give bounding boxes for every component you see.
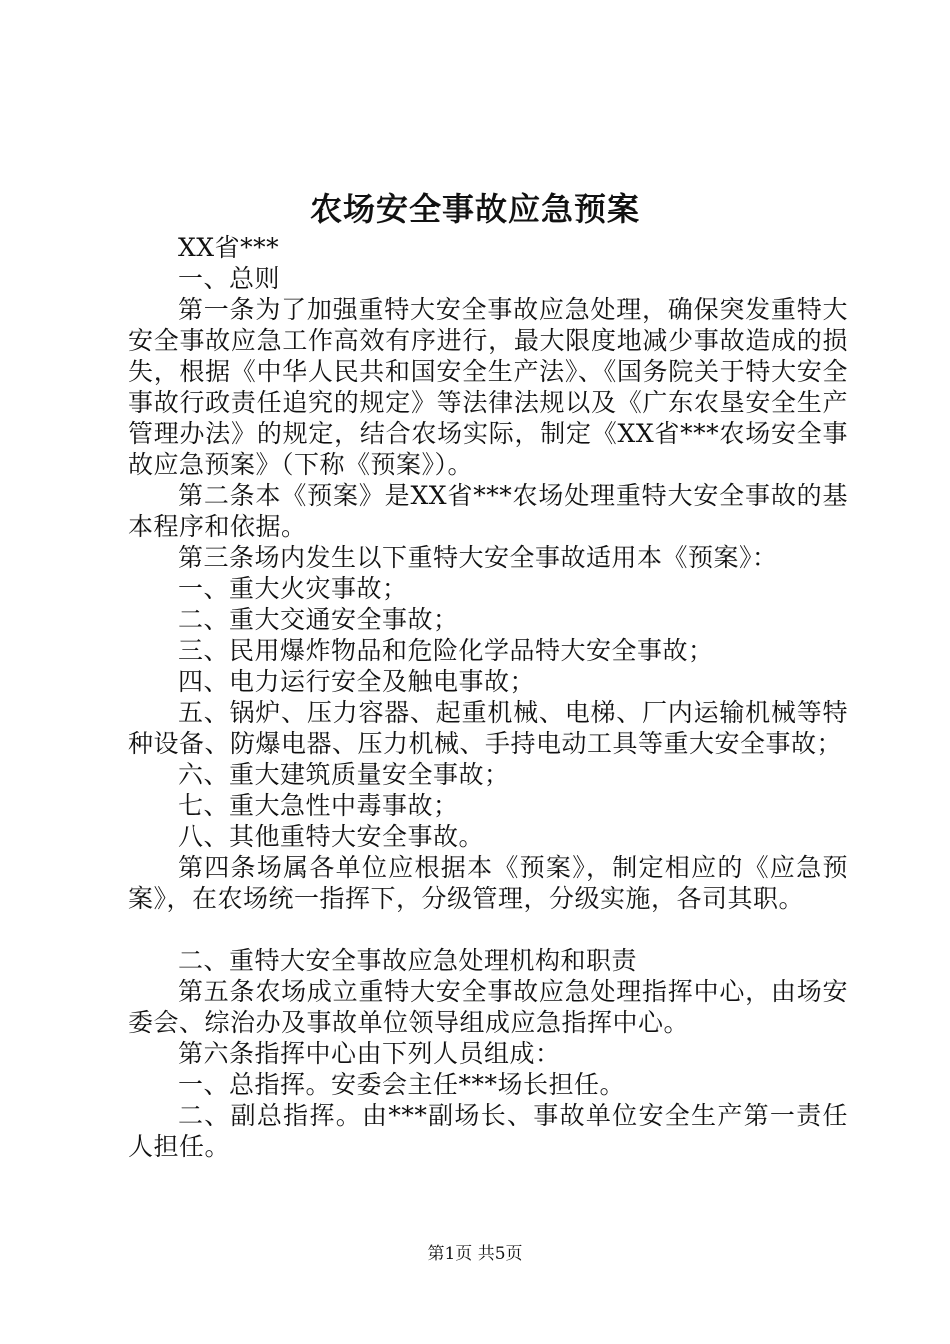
paragraph: 第三条场内发生以下重特大安全事故适用本《预案》： <box>178 543 778 572</box>
paragraph: 第四条场属各单位应根据本《预案》，制定相应的《应急预案》，在农场统一指挥下，分级管理，分级实施，各司其职。 <box>128 853 848 913</box>
list-item: 四、电力运行安全及触电事故； <box>178 667 536 696</box>
paragraph: 第六条指挥中心由下列人员组成： <box>178 1039 561 1068</box>
document-body <box>128 232 848 1162</box>
list-item: 五、锅炉、压力容器、起重机械、电梯、厂内运输机械等特种设备、防爆电器、压力机械、手持电动工具等重大安全事故； <box>128 698 848 758</box>
list-item: 六、重大建筑质量安全事故； <box>178 760 510 789</box>
list-item: 二、副总指挥。由***副场长、事故单位安全生产第一责任人担任。 <box>128 1101 848 1161</box>
list-item: 一、重大火灾事故； <box>178 574 408 603</box>
section-heading: 二、重特大安全事故应急处理机构和职责 <box>178 946 638 975</box>
document-title: 农场安全事故应急预案 <box>309 190 640 228</box>
paragraph: 第二条本《预案》是XX省***农场处理重特大安全事故的基本程序和依据。 <box>128 481 848 541</box>
paragraph: 第一条为了加强重特大安全事故应急处理，确保突发重特大安全事故应急工作高效有序进行，最大限度地减少事故造成的损失，根据《中华人民共和国安全生产法》、《国务院关于特大安全事故行政责任追究的规定》等法律法规以及《广东农垦安全生产管理办法》的规定，结合农场实际，制定《XX省***农场安全事故应急预案》（下称《预案》）。 <box>128 295 848 479</box>
list-item: 八、其他重特大安全事故。 <box>178 822 485 851</box>
list-item: 一、总指挥。安委会主任***场长担任。 <box>178 1070 626 1099</box>
paragraph: 第五条农场成立重特大安全事故应急处理指挥中心，由场安委会、综治办及事故单位领导组成应急指挥中心。 <box>128 977 848 1037</box>
section-heading: 一、总则 <box>178 264 281 293</box>
author-line: XX省*** <box>178 233 280 262</box>
list-item: 二、重大交通安全事故； <box>178 605 459 634</box>
list-item: 三、民用爆炸物品和危险化学品特大安全事故； <box>178 636 714 665</box>
page-footer: 第1页 共5页 <box>427 1244 523 1264</box>
list-item: 七、重大急性中毒事故； <box>178 791 459 820</box>
